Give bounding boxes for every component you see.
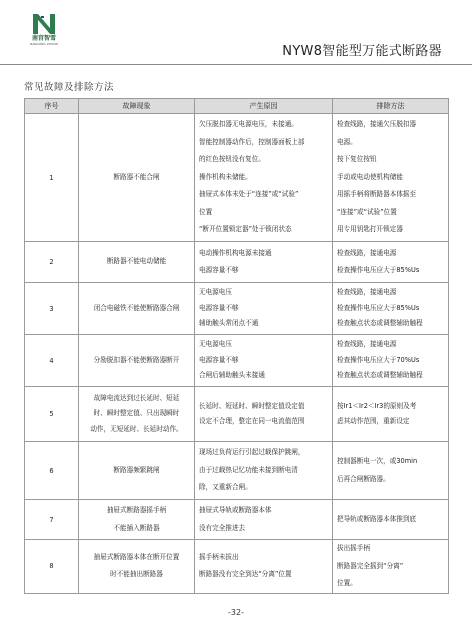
symptom-cell bbox=[79, 335, 195, 387]
remedies-line: 按下复位按钮 bbox=[337, 155, 377, 164]
symptom-cell bbox=[79, 500, 195, 540]
symptom-line: 抽屉式断路器摇手柄 bbox=[106, 506, 167, 514]
remedy-cell bbox=[333, 114, 449, 242]
cause-cell bbox=[195, 387, 333, 442]
symptom-line: 不能插入断路器 bbox=[113, 523, 160, 532]
causes-line: 长延时、短延时、瞬时整定值设定值 bbox=[199, 401, 305, 410]
causes-line: 抽屉式本体未处于“连接”或“试验” bbox=[199, 190, 299, 199]
remedies-line: 检查线路，接通电源 bbox=[337, 248, 397, 257]
row-index: 6 bbox=[25, 442, 79, 500]
remedy-cell bbox=[333, 442, 449, 500]
table-header-row bbox=[25, 99, 449, 114]
causes-line: 没有完全推进去 bbox=[199, 523, 246, 532]
causes-line: 设定不合理，整定在同一电流值范围 bbox=[199, 417, 305, 425]
remedies-line: 检查线路，接通欠压脱扣器 bbox=[337, 120, 417, 129]
remedies-line: 断路器完全摇到“分离” bbox=[337, 561, 404, 570]
remedies-line: 位置。 bbox=[337, 579, 357, 587]
symptom-line: 时、瞬时整定值、只出现瞬时 bbox=[93, 409, 180, 418]
causes-line: 电源容量不够 bbox=[199, 266, 239, 274]
logo-subtext: NANGONG ZHIXUE bbox=[29, 42, 59, 46]
cause-cell bbox=[195, 114, 333, 242]
troubleshooting-table bbox=[24, 98, 449, 594]
remedies-line: 检查操作电压应大于70%Us bbox=[337, 355, 420, 364]
causes-line: 操作机构未储能。 bbox=[199, 172, 252, 181]
row-index: 1 bbox=[25, 114, 79, 242]
causes-line: 除，又重新合闸。 bbox=[199, 483, 252, 492]
page-number: -32- bbox=[228, 608, 244, 617]
symptom-cell bbox=[79, 387, 195, 442]
causes-line: “断开位置锁定器”处于锁闭状态 bbox=[199, 225, 292, 234]
header-cause: 产生原因 bbox=[195, 99, 333, 114]
remedies-line: 虑其动作范围，重新设定 bbox=[337, 417, 410, 425]
causes-line: 无电源电压 bbox=[199, 288, 232, 297]
remedies-line: 把导轨或断路器本体推到底 bbox=[337, 514, 417, 523]
table-body bbox=[25, 114, 449, 594]
table-row bbox=[25, 442, 449, 500]
header-index: 序号 bbox=[25, 99, 79, 114]
remedies-line: 按Ir1＜Ir2＜Ir3的原则及考 bbox=[337, 401, 417, 410]
header-symptom: 故障现象 bbox=[79, 99, 195, 114]
cause-cell bbox=[195, 283, 333, 335]
symptom-line: 时不能抽出断路器 bbox=[110, 570, 163, 579]
remedies-line: 后再合闸断路器。 bbox=[337, 474, 390, 483]
table-row bbox=[25, 114, 449, 242]
causes-line: 现场过负荷运行引起过载保护跳闸， bbox=[199, 448, 305, 457]
header-divider bbox=[0, 64, 472, 65]
remedies-line: 检查触点状态或调整辅助触程 bbox=[337, 319, 423, 328]
cause-cell bbox=[195, 442, 333, 500]
remedy-cell bbox=[333, 335, 449, 387]
remedies-line: 检查操作电压应大于85%Us bbox=[337, 303, 420, 312]
remedy-cell bbox=[333, 500, 449, 540]
causes-line: 由于过载热记忆功能未接到断电清 bbox=[199, 465, 298, 474]
logo-text: 南宫智雪 bbox=[31, 35, 56, 42]
cause-cell bbox=[195, 335, 333, 387]
symptom-line: 断路器频繁跳闸 bbox=[113, 465, 160, 474]
symptom-cell bbox=[79, 540, 195, 594]
remedy-cell bbox=[333, 540, 449, 594]
causes-line: 位置 bbox=[199, 207, 213, 216]
row-index: 3 bbox=[25, 283, 79, 335]
table-row bbox=[25, 540, 449, 594]
symptom-cell bbox=[79, 114, 195, 242]
causes-line: 智能控制器动作后，控制器面板上部 bbox=[199, 137, 305, 146]
cause-cell bbox=[195, 540, 333, 594]
symptom-line: 动作，无短延时、长延时动作。 bbox=[90, 424, 183, 433]
remedy-cell bbox=[333, 242, 449, 283]
symptom-line: 闭合电磁铁不能使断路器合闸 bbox=[93, 303, 180, 312]
causes-line: 抽屉式导轨或断路器本体 bbox=[199, 506, 272, 514]
table-row bbox=[25, 500, 449, 540]
causes-line: 无电源电压 bbox=[199, 340, 232, 349]
causes-line: 摇手柄未拔出 bbox=[199, 552, 239, 561]
symptom-line: 分励脱扣器不能使断路器断开 bbox=[93, 355, 180, 364]
row-index: 4 bbox=[25, 335, 79, 387]
section-title: 常见故障及排除方法 bbox=[24, 82, 115, 93]
logo-n-icon bbox=[32, 13, 56, 35]
remedies-line: 检查线路，接通电源 bbox=[337, 288, 397, 297]
remedy-cell bbox=[333, 283, 449, 335]
table-row bbox=[25, 335, 449, 387]
remedies-line: 用专用钥匙打开锁定器 bbox=[337, 225, 403, 234]
symptom-line: 故障电流达到过长延时、短延 bbox=[93, 393, 180, 402]
company-logo bbox=[24, 13, 64, 47]
causes-line: 电动操作机构电源未接通 bbox=[199, 248, 272, 257]
remedy-cell bbox=[333, 387, 449, 442]
header-remedy: 排除方法 bbox=[333, 99, 449, 114]
causes-line: 辅助触头常闭点不通 bbox=[199, 319, 259, 328]
symptom-line: 断路器不能合闸 bbox=[113, 172, 160, 181]
remedies-line: “连接”或“试验”位置 bbox=[337, 207, 397, 216]
symptom-line: 抽屉式断路器本体在断开位置 bbox=[93, 552, 180, 561]
cause-cell bbox=[195, 500, 333, 540]
remedies-line: 检查触点状态或调整辅助触程 bbox=[337, 371, 423, 380]
causes-line: 电源容量不够 bbox=[199, 303, 239, 312]
remedies-line: 用摇手柄将断路器本体摇至 bbox=[337, 190, 417, 199]
symptom-cell bbox=[79, 442, 195, 500]
symptom-line: 断路器不能电动储能 bbox=[106, 257, 167, 266]
table-row bbox=[25, 283, 449, 335]
symptom-cell bbox=[79, 283, 195, 335]
symptom-cell bbox=[79, 242, 195, 283]
table-row bbox=[25, 242, 449, 283]
causes-line: 合闸后辅助触头未接通 bbox=[199, 371, 265, 380]
remedies-line: 检查线路，接通电源 bbox=[337, 340, 397, 349]
row-index: 8 bbox=[25, 540, 79, 594]
causes-line: 欠压脱扣器无电源电压，未接通。 bbox=[199, 120, 298, 129]
row-index: 5 bbox=[25, 387, 79, 442]
remedies-line: 控制器断电一次，或30min bbox=[337, 457, 418, 465]
remedies-line: 拔出摇手柄 bbox=[337, 544, 370, 552]
remedies-line: 手动或电动使机构储能 bbox=[337, 172, 403, 181]
row-index: 7 bbox=[25, 500, 79, 540]
remedies-line: 电源。 bbox=[337, 137, 357, 146]
remedies-line: 检查操作电压应大于85%Us bbox=[337, 266, 420, 274]
causes-line: 电源容量不够 bbox=[199, 355, 239, 364]
table-row bbox=[25, 387, 449, 442]
causes-line: 断路器没有完全到达“分离”位置 bbox=[199, 570, 292, 579]
cause-cell bbox=[195, 242, 333, 283]
causes-line: 的红色按钮没有复位。 bbox=[199, 155, 265, 164]
row-index: 2 bbox=[25, 242, 79, 283]
document-title: NYW8智能型万能式断路器 bbox=[282, 44, 442, 59]
